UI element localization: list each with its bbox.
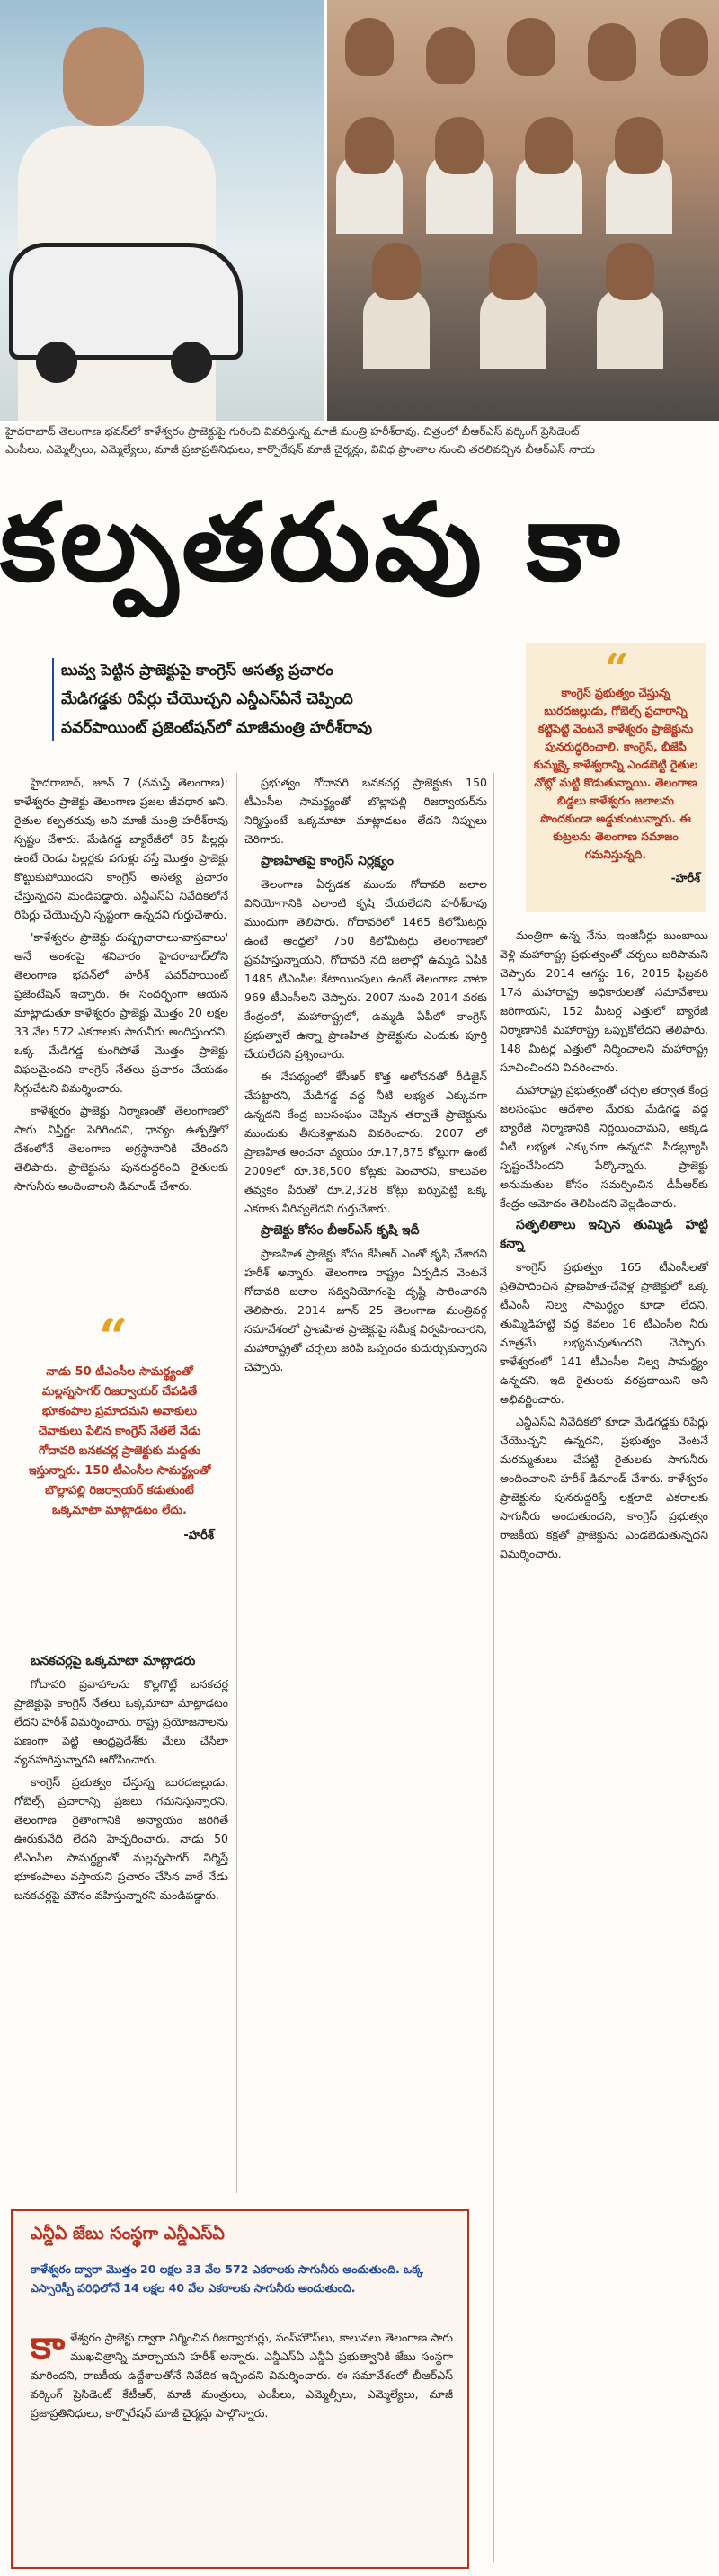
photo-caption [5, 422, 714, 458]
paragraph: ప్రాణహిత ప్రాజెక్టు కోసం కేసీఆర్‌ ఎంతో కృషి చేశారని హరీశ్‌ అన్నారు. తెలంగాణ రాష్ట్రం ఏర్పడిన వెంటనే గోదావరి జలాల సద్వినియోగంపై దృష్టి సారించారని తెలిపారు. 2014 జూన్‌ 25 తెలంగాణ మంత్రివర్గ సమావేశంలో ప్రాణహిత ప్రాజెక్టుపై సమీక్ష నిర్వహించారని, మహారాష్ట్రతో చర్చలు జరిపి ఒప్పందం కుదుర్చుకున్నారని చెప్పారు. [244, 1247, 487, 1373]
paragraph: తెలంగాణ ఏర్పడక ముందు గోదావరి జలాల వినియోగానికి ఎలాంటి కృషి చేయలేదని హరీశ్‌రావు ముందుగా తెలిపారు. గోదావరిలో 1465 కిలోమీటర్లు ఉంటే ఆంధ్రలో 750 కిలోమీటర్లు తెలంగాణలో ప్రవహిస్తున్నాయని, గోదావరి నది జలాల్లో ఉమ్మడి ఏపీకి 1485 టీఎంసీల కేటాయింపులు ఉంటే తెలంగాణ వాటా 969 టీఎంసీలని చెప్పారు. 2007 నుంచి 2014 వరకు కేంద్రంలో, మహారాష్ట్రలో, ఉమ్మడి ఏపీలో కాంగ్రెస్‌ ప్రభుత్వాలే ఉన్నా ప్రాణహిత ప్రాజెక్టును ఎందుకు పూర్తి చేయలేదని ప్రశ్నించారు. [244, 877, 487, 1061]
headline: కల్పతరువు కా [0, 481, 624, 606]
pull-quote-2 [20, 1308, 219, 1627]
column-1-continued [14, 1652, 228, 1908]
paragraph: 'కాళేశ్వరం ప్రాజెక్టు దుష్ప్రచారాలు-వాస్తవాలు' అనే అంశంపై శనివారం హైదరాబాద్‌లోని తెలంగాణ భవన్‌లో హరీశ్‌ పవర్‌పాయింట్‌ ప్రజెంటేషన్‌ ఇచ్చారు. ఈ సందర్భంగా ఆయన మాట్లాడుతూ కాళేశ్వరం ప్రాజెక్టు మొత్తం 20 లక్షల 33 వేల 572 ఎకరాలకు సాగునీరు అందిస్తుందని, ఒక్క మేడిగడ్డ కుంగిపోతే మొత్తం ప్రాజెక్టు విఫలమైందని కాంగ్రెస్‌ నేతలు ప్రచారం చేయడం సిగ్గుచేటని విమర్శించారు. [14, 930, 228, 1095]
paragraph: హైదరాబాద్‌, జూన్‌ 7 (నమస్తే తెలంగాణ): కాళేశ్వరం ప్రాజెక్టు తెలంగాణ ప్రజల జీవధార అని, రైతుల కల్పతరువు అని మాజీ మంత్రి హరీశ్‌రావు స్పష్టం చేశారు. మేడిగడ్డ బ్యారేజీలో 85 పిల్లర్లు ఉంటే రెండు పిల్లర్లకు పగుళ్లు వస్తే మొత్తం ప్రాజెక్టు కొట్టుకుపోయిందని కాంగ్రెస్‌ అసత్య ప్రచారం చేస్తున్నదని మండిపడ్డారు. ఎన్డీఎస్‌ఏ నివేదికలోనే రిపేర్లు చేయొచ్చని స్పష్టంగా ఉన్నదని గుర్తుచేశారు. [14, 776, 228, 921]
pull-quote-1 [526, 643, 706, 912]
subhead-2: మేడిగడ్డకు రిపేర్లు చేయొచ్చని ఎన్డీఎస్‌ఏనే చెప్పింది [61, 690, 353, 708]
sidebar-box-body [31, 2323, 453, 2422]
section-heading: ప్రాజెక్టు కోసం బీఆర్‌ఎస్‌ కృషి ఇదీ [261, 1223, 420, 1238]
paragraph: మంత్రిగా ఉన్న నేను, ఇంజినీర్లు బుంబాయి వెళ్లి మహారాష్ట్ర ప్రభుత్వంతో చర్చలు జరిపామని చెప్పారు. 2014 ఆగస్టు 16, 2015 ఫిబ్రవరి 17న మహారాష్ట్ర అధికారులతో సమావేశాలు జరిగాయని, 152 మీటర్ల ఎత్తులో బ్యారేజీ నిర్మాణానికి మహారాష్ట్ర ఒప్పుకోలేదని తెలిపారు. 148 మీటర్ల ఎత్తులో నిర్మించాలని మహారాష్ట్ర సూచించిందని వివరించారు. [500, 928, 708, 1074]
pull-quote-1-text: కాంగ్రెస్‌ ప్రభుత్వం చేస్తున్న బురదజల్లుడు, గోబెల్స్‌ ప్రచారాన్ని కట్టిపెట్టి వెంటనే కాళేశ్వరం ప్రాజెక్టును పునరుద్ధరించాలి. కాంగ్రెస్‌, బీజేపీ కుమ్మక్కై కాళేశ్వరాన్ని ఎండబెట్టి రైతుల నోట్లో మట్టి కొడుతున్నాయి. తెలంగాణ బిడ్డలు కాళేశ్వరం జలాలను పొందకుండా అడ్డుకుంటున్నారు. ఈ కుట్రలను తెలంగాణ సమాజం గమనిస్తున్నది. [533, 686, 698, 861]
section-heading: ప్రాణహితపై కాంగ్రెస్‌ నిర్లక్ష్యం [261, 854, 394, 868]
sidebar-box-lead: కాళేశ్వరం ద్వారా మొత్తం 20 లక్షల 33 వేల 572 ఎకరాలకు సాగునీరు అందుతుంది. ఒక్క ఎస్సారెస్పీ పరిధిలోనే 14 లక్షల 40 వేల ఎకరాలకు సాగునీరు అందుతుంది. [31, 2262, 423, 2295]
caption-line-1: హైదరాబాద్‌ తెలంగాణ భవన్‌లో కాళేశ్వరం ప్రాజెక్టుపై గురించి వివరిస్తున్న మాజీ మంత్రి హరీశ్‌రావు. చిత్రంలో బీఆర్‌ఎస్‌ వర్కింగ్‌ ప్రెసిడెంట్‌ [5, 424, 580, 438]
paragraph: ఈ నేపథ్యంలో కేసీఆర్‌ కొత్త ఆలోచనతో రీడిజైన్‌ చేపట్టారని, మేడిగడ్డ వద్ద నీటి లభ్యత ఎక్కువగా ఉన్నదని కేంద్ర జలసంఘం చెప్పిన తర్వాతే ప్రాజెక్టును ముందుకు తీసుకెళ్లామని వివరించారు. 2007 లో ప్రాణహిత అంచనా వ్యయం రూ.17,875 కోట్లుగా ఉంటే 2009లో రూ.38,500 కోట్లకు పెంచారని, కాలువల తవ్వకం పేరుతో రూ.2,328 కోట్లు ఖర్చుపెట్టి ఒక్క ఎకరాకు నీరివ్వలేదని గుర్తుచేశారు. [244, 1070, 487, 1215]
paragraph: ఎన్డీఎస్‌ఏ నివేదికలో కూడా మేడిగడ్డకు రిపేర్లు చేయొచ్చని ఉన్నదని, ప్రభుత్వం వెంటనే మరమ్మతులు చేపట్టి రైతులకు సాగునీరు అందించాలని హరీశ్‌ డిమాండ్‌ చేశారు. కాళేశ్వరం ప్రాజెక్టును పునరుద్ధరిస్తే లక్షలాది ఎకరాలకు సాగునీరు అందుతుందని, కాంగ్రెస్‌ ప్రభుత్వం రాజకీయ కక్షతో ప్రాజెక్టును ఎండబెడుతున్నదని విమర్శించారు. [500, 1415, 708, 1560]
pull-quote-2-attribution: -హరీశ్‌ [183, 1529, 214, 1542]
column-divider [493, 773, 494, 2562]
audience-photo [327, 0, 719, 421]
column-2 [244, 773, 487, 1380]
pull-quote-1-attribution: -హరీశ్‌ [670, 871, 700, 884]
paragraph: కాంగ్రెస్‌ ప్రభుత్వం చేస్తున్న బురదజల్లుడు, గోబెల్స్‌ ప్రచారాన్ని ప్రజలు గమనిస్తున్నారని, తెలంగాణ రైతాంగానికి అన్యాయం జరిగితే ఊరుకునేది లేదని హెచ్చరించారు. నాడు 50 టీఎంసీల సామర్థ్యంతో మల్లన్నసాగర్‌ నిర్మిస్తే భూకంపాలు వస్తాయని ప్రచారం చేసిన వారే నేడు బనకచర్లపై మౌనం వహిస్తున్నారని మండిపడ్డారు. [14, 1775, 228, 1902]
quote-mark-icon: “ [605, 644, 629, 693]
column-divider [236, 773, 237, 2193]
section-heading: బనకచర్లపై ఒక్కమాటా మాట్లాడరు [31, 1654, 196, 1668]
paragraph: ప్రభుత్వం గోదావరి బనకచర్ల ప్రాజెక్టుకు 150 టీఎంసీల సామర్థ్యంతో బొల్లాపల్లి రిజర్వాయర్‌ను నిర్మిస్తుంటే ఒక్కమాటా మాట్లాడటం లేదని నిప్పులు చెరిగారు. [244, 776, 487, 846]
paragraph: గోదావరి ప్రవాహాలను కొల్లగొట్టే బనకచర్ల ప్రాజెక్టుపై కాంగ్రెస్‌ నేతలు ఒక్కమాటా మాట్లాడటం లేదని హరీశ్‌ విమర్శించారు. రాష్ట్ర ప్రయోజనాలను పణంగా పెట్టి ఆంధ్రప్రదేశ్‌కు మేలు చేసేలా వ్యవహరిస్తున్నారని ఆరోపించారు. [14, 1677, 228, 1766]
subhead-1: బువ్వ పెట్టిన ప్రాజెక్టుపై కాంగ్రెస్‌ అసత్య ప్రచారం [61, 662, 333, 680]
column-1 [14, 773, 228, 1199]
paragraph: కాంగ్రెస్‌ ప్రభుత్వం 165 టీఎంసీలతో ప్రతిపాదించిన ప్రాణహిత-చేవెళ్ల ప్రాజెక్టులో ఒక్క టీఎంసీ నిల్వ సామర్థ్యం కూడా లేదని, తుమ్మిడిహట్టి వద్ద కేవలం 16 టీఎంసీల నీరు మాత్రమే లభ్యమవుతుందని చెప్పారు. కాళేశ్వరంలో 141 టీఎంసీల నిల్వ సామర్థ్యం ఉన్నదని, ఇది రైతులకు వరప్రదాయిని అని అభివర్ణించారు. [500, 1260, 708, 1406]
subhead-3: పవర్‌పాయింట్‌ ప్రజెంటేషన్‌లో మాజీమంత్రి హరీశ్‌రావు [61, 719, 373, 737]
photo-strip [0, 0, 719, 421]
sidebar-box-text: ళేశ్వరం ప్రాజెక్టు ద్వారా నిర్మించిన రిజర్వాయర్లు, పంప్‌హౌస్‌లు, కాలువలు తెలంగాణ సాగు ముఖచిత్రాన్ని మార్చాయని హరీశ్‌ అన్నారు. ఎన్డీఎస్‌ఏ ఎన్డీఏ ప్రభుత్వానికి జేబు సంస్థగా మారిందని, రాజకీయ ఉద్దేశాలతోనే నివేదిక ఇచ్చిందని విమర్శించారు. ఈ సమావేశంలో బీఆర్‌ఎస్‌ వర్కింగ్‌ ప్రెసిడెంట్‌ కేటీఆర్‌, మాజీ మంత్రులు, ఎంపీలు, ఎమ్మెల్సీలు, ఎమ్మెల్యేలు, మాజీ ప్రజాప్రతినిధులు, కార్పొరేషన్‌ మాజీ చైర్మన్లు పాల్గొన్నారు. [31, 2331, 453, 2420]
quote-mark-icon: “ [99, 1308, 129, 1367]
sidebar-box [11, 2209, 469, 2569]
sidebar-box-title: ఎన్డీఏ జేబు సంస్థగా ఎన్డీఎస్‌ఏ [31, 2224, 225, 2243]
drop-cap: కా [31, 2323, 66, 2368]
pull-quote-2-text: నాడు 50 టీఎంసీల సామర్థ్యంతో మల్లన్నసాగర్‌ రిజర్వాయర్‌ చేపడితే భూకంపాల ప్రమాదమని అవాకులు చెవాకులు పేలిన కాంగ్రెస్‌ నేతలే నేడు గోదావరి బనకచర్ల ప్రాజెక్టుకు మద్దతు ఇస్తున్నారు. 150 టీఎంసీల సామర్థ్యంతో బొల్లాపల్లి రిజర్వాయర్‌ కడుతుంటే ఒక్కమాటా మాట్లాడటం లేదు. [28, 1365, 211, 1517]
paragraph: కాళేశ్వరం ప్రాజెక్టు నిర్మాణంతో తెలంగాణలో సాగు విస్తీర్ణం పెరిగిందని, ధాన్యం ఉత్పత్తిలో దేశంలోనే తెలంగాణ అగ్రస్థానానికి చేరిందని తెలిపారు. ప్రాజెక్టును పునరుద్ధరించి రైతులకు సాగునీరు అందించాలని డిమాండ్‌ చేశారు. [14, 1104, 228, 1193]
subheads [52, 656, 475, 742]
caption-line-2: ఎంపీలు, ఎమ్మెల్సీలు, ఎమ్మెల్యేలు, మాజీ ప్రజాప్రతినిధులు, కార్పొరేషన్ మాజీ చైర్మన్లు, వివిధ ప్రాంతాల నుంచి తరలివచ్చిన బీఆర్‌ఎస్ నాయ [5, 442, 596, 456]
speaker-photo [0, 0, 324, 421]
section-heading: సత్ఫలితాలు ఇచ్చిన తుమ్మిడి హట్టి కన్నా [500, 1218, 708, 1251]
paragraph: మహారాష్ట్ర ప్రభుత్వంతో చర్చల తర్వాత కేంద్ర జలసంఘం ఆదేశాల మేరకు మేడిగడ్డ వద్ద బ్యారేజీ నిర్మాణానికి నిర్ణయించామని, అక్కడ నీటి లభ్యత ఎక్కువగా ఉన్నదని సీడబ్ల్యూసీ స్పష్టంచేసిందని పేర్కొన్నారు. ప్రాజెక్టు అనుమతుల కోసం సమర్పించిన డీపీఆర్‌కు కేంద్రం ఆమోదం తెలిపిందని వెల్లడించారు. [500, 1083, 708, 1210]
column-3 [500, 926, 708, 1567]
